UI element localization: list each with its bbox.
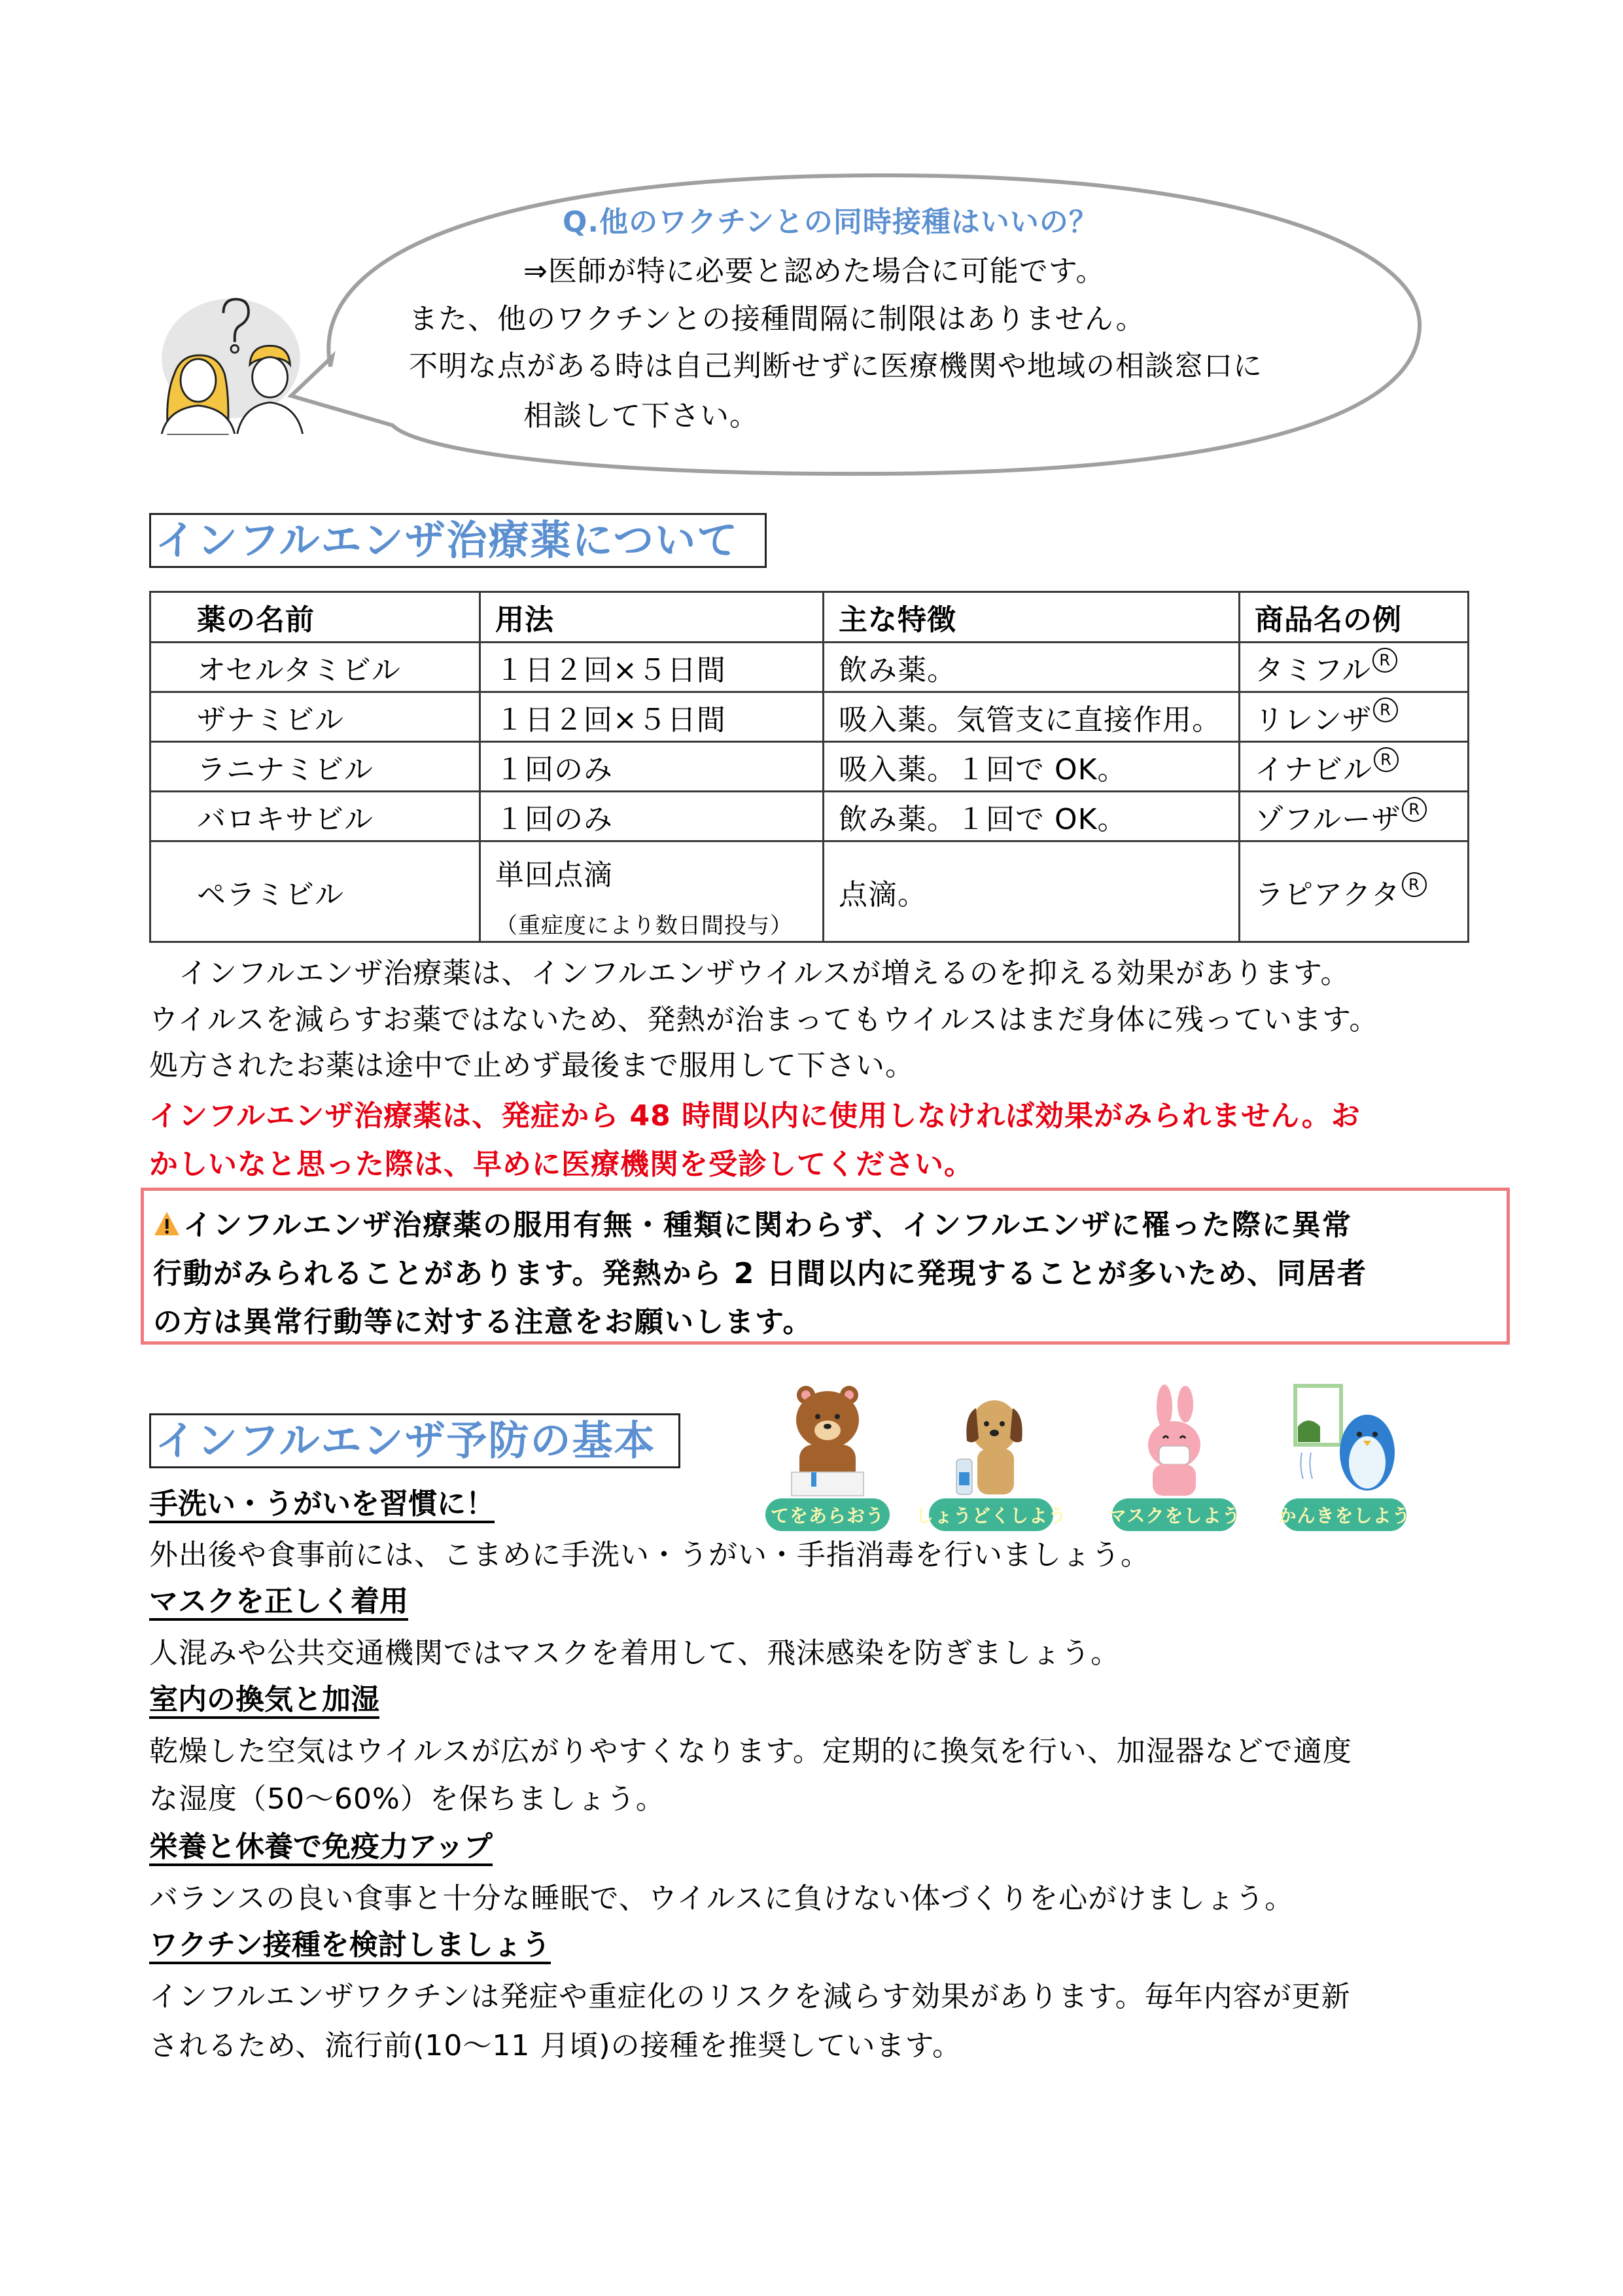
drug-usage: 単回点滴: [495, 858, 613, 892]
section-heading-prevention: インフルエンザ予防の基本: [149, 1413, 680, 1468]
registered-mark-icon: R: [1373, 698, 1398, 722]
people-question-illustration: [149, 288, 313, 435]
illustration-mask: [1108, 1381, 1241, 1531]
paragraph-line: 処方されたお薬は途中で止めず最後まで服用して下さい。: [149, 1049, 915, 1082]
drug-feature: 吸入薬。気管支に直接作用。: [824, 692, 1240, 742]
prevention-text: 乾燥した空気はウイルスが広がりやすくなります。定期的に換気を行い、加湿器などで適度: [149, 1735, 1352, 1768]
warning-text: 行動がみられることがあります。発熱から 2 日間以内に発現することが多いため、同居者: [153, 1257, 1367, 1290]
rabbit-icon: [1112, 1381, 1236, 1498]
prevention-text: されるため、流行前(10～11 月頃)の接種を推奨しています。: [149, 2029, 962, 2062]
prevention-subhead: ワクチン接種を検討しましょう: [149, 1930, 551, 1964]
registered-mark-icon: R: [1402, 797, 1427, 822]
table-row: [150, 841, 1469, 942]
drug-name: ザナミビル: [150, 692, 480, 742]
qa-answer-line: 不明な点がある時は自己判断せずに医療機関や地域の相談窓口に: [409, 349, 1263, 383]
drug-brand-cell: [1240, 742, 1469, 792]
qa-answer-line: また、他のワクチンとの接種間隔に制限はありません。: [409, 302, 1145, 336]
table-header: 薬の名前: [150, 592, 480, 643]
alert-line: インフルエンザ治療薬は、発症から 48 時間以内に使用しなければ効果がみられません。お: [149, 1099, 1361, 1133]
table-header: 主な特徴: [824, 592, 1240, 643]
drug-table: [149, 591, 1469, 943]
illustration-label: しょうどくしよう: [929, 1498, 1053, 1531]
drug-usage-note: （重症度により数日間投与）: [495, 913, 793, 939]
prevention-text: バランスの良い食事と十分な睡眠で、ウイルスに負けない体づくりを心がけましょう。: [149, 1882, 1295, 1915]
warning-text: の方は異常行動等に対する注意をお願いします。: [153, 1305, 813, 1339]
drug-usage: １日２回×５日間: [480, 643, 824, 692]
drug-feature: 飲み薬。１回で OK。: [824, 792, 1240, 841]
drug-brand: ゾフルーザ: [1255, 802, 1401, 836]
dog-icon: [929, 1381, 1053, 1498]
qa-answer-line: 相談して下さい。: [523, 399, 759, 433]
registered-mark-icon: R: [1374, 747, 1399, 772]
illustration-label: てをあらおう: [765, 1498, 890, 1531]
drug-name: オセルタミビル: [150, 643, 480, 692]
prevention-text: インフルエンザワクチンは発症や重症化のリスクを減らす効果があります。毎年内容が更新: [149, 1980, 1351, 2013]
drug-usage: １回のみ: [480, 742, 824, 792]
registered-mark-icon: R: [1372, 648, 1397, 673]
drug-brand: リレンザ: [1255, 703, 1372, 737]
table-row: [150, 643, 1469, 692]
warning-text: インフルエンザ治療薬の服用有無・種類に関わらず、インフルエンザに罹った際に異常: [183, 1209, 1352, 1242]
section-heading-treatment: インフルエンザ治療薬について: [149, 513, 767, 568]
table-header: 用法: [480, 592, 824, 643]
warning-box: [141, 1188, 1510, 1345]
illustration-label: かんきをしよう: [1282, 1498, 1406, 1531]
penguin-icon: [1282, 1381, 1406, 1498]
alert-line: かしいなと思った際は、早めに医療機関を受診してください。: [149, 1148, 973, 1181]
drug-feature: 吸入薬。１回で OK。: [824, 742, 1240, 792]
table-header-row: [150, 592, 1469, 643]
drug-usage-cell: [480, 841, 824, 942]
drug-brand: ラピアクタ: [1255, 877, 1401, 911]
prevention-subhead: マスクを正しく着用: [149, 1587, 408, 1621]
drug-feature: 点滴。: [824, 841, 1240, 942]
paragraph-line: インフルエンザ治療薬は、インフルエンザウイルスが増えるのを抑える効果があります。: [149, 957, 1350, 990]
drug-brand: イナビル: [1255, 752, 1372, 786]
illustration-handwash: [765, 1381, 890, 1531]
prevention-subhead: 室内の換気と加湿: [149, 1685, 379, 1719]
drug-brand-cell: [1240, 792, 1469, 841]
qa-question: Q.他のワクチンとの同時接種はいいの？: [563, 205, 1098, 239]
table-row: [150, 792, 1469, 841]
drug-name: バロキサビル: [150, 792, 480, 841]
table-row: [150, 742, 1469, 792]
drug-usage: １回のみ: [480, 792, 824, 841]
warning-line-1: [153, 1201, 1352, 1245]
illustration-label: マスクをしよう: [1112, 1498, 1236, 1531]
drug-name: ペラミビル: [150, 841, 480, 942]
prevention-text: な湿度（50～60%）を保ちましょう。: [149, 1782, 665, 1816]
illustration-ventilate: [1278, 1381, 1411, 1531]
illustration-disinfect: [915, 1381, 1068, 1531]
table-header: 商品名の例: [1240, 592, 1469, 643]
drug-brand: タミフル: [1255, 653, 1372, 687]
warning-icon: [153, 1210, 181, 1245]
prevention-text: 外出後や食事前には、こまめに手洗い・うがい・手指消毒を行いましょう。: [149, 1538, 1150, 1572]
registered-mark-icon: R: [1402, 872, 1427, 897]
drug-name: ラニナミビル: [150, 742, 480, 792]
prevention-subhead: 栄養と休養で免疫力アップ: [149, 1832, 493, 1866]
table-row: [150, 692, 1469, 742]
qa-answer-line: ⇒医師が特に必要と認めた場合に可能です。: [523, 255, 1106, 288]
drug-feature: 飲み薬。: [824, 643, 1240, 692]
drug-brand-cell: [1240, 692, 1469, 742]
bear-icon: [765, 1381, 890, 1498]
prevention-subhead: 手洗い・うがいを習慣に！: [149, 1489, 495, 1523]
drug-usage: １日２回×５日間: [480, 692, 824, 742]
drug-brand-cell: [1240, 841, 1469, 942]
paragraph-line: ウイルスを減らすお薬ではないため、発熱が治まってもウイルスはまだ身体に残っています。: [149, 1003, 1379, 1036]
prevention-text: 人混みや公共交通機関ではマスクを着用して、飛沫感染を防ぎましょう。: [149, 1636, 1121, 1670]
drug-brand-cell: [1240, 643, 1469, 692]
